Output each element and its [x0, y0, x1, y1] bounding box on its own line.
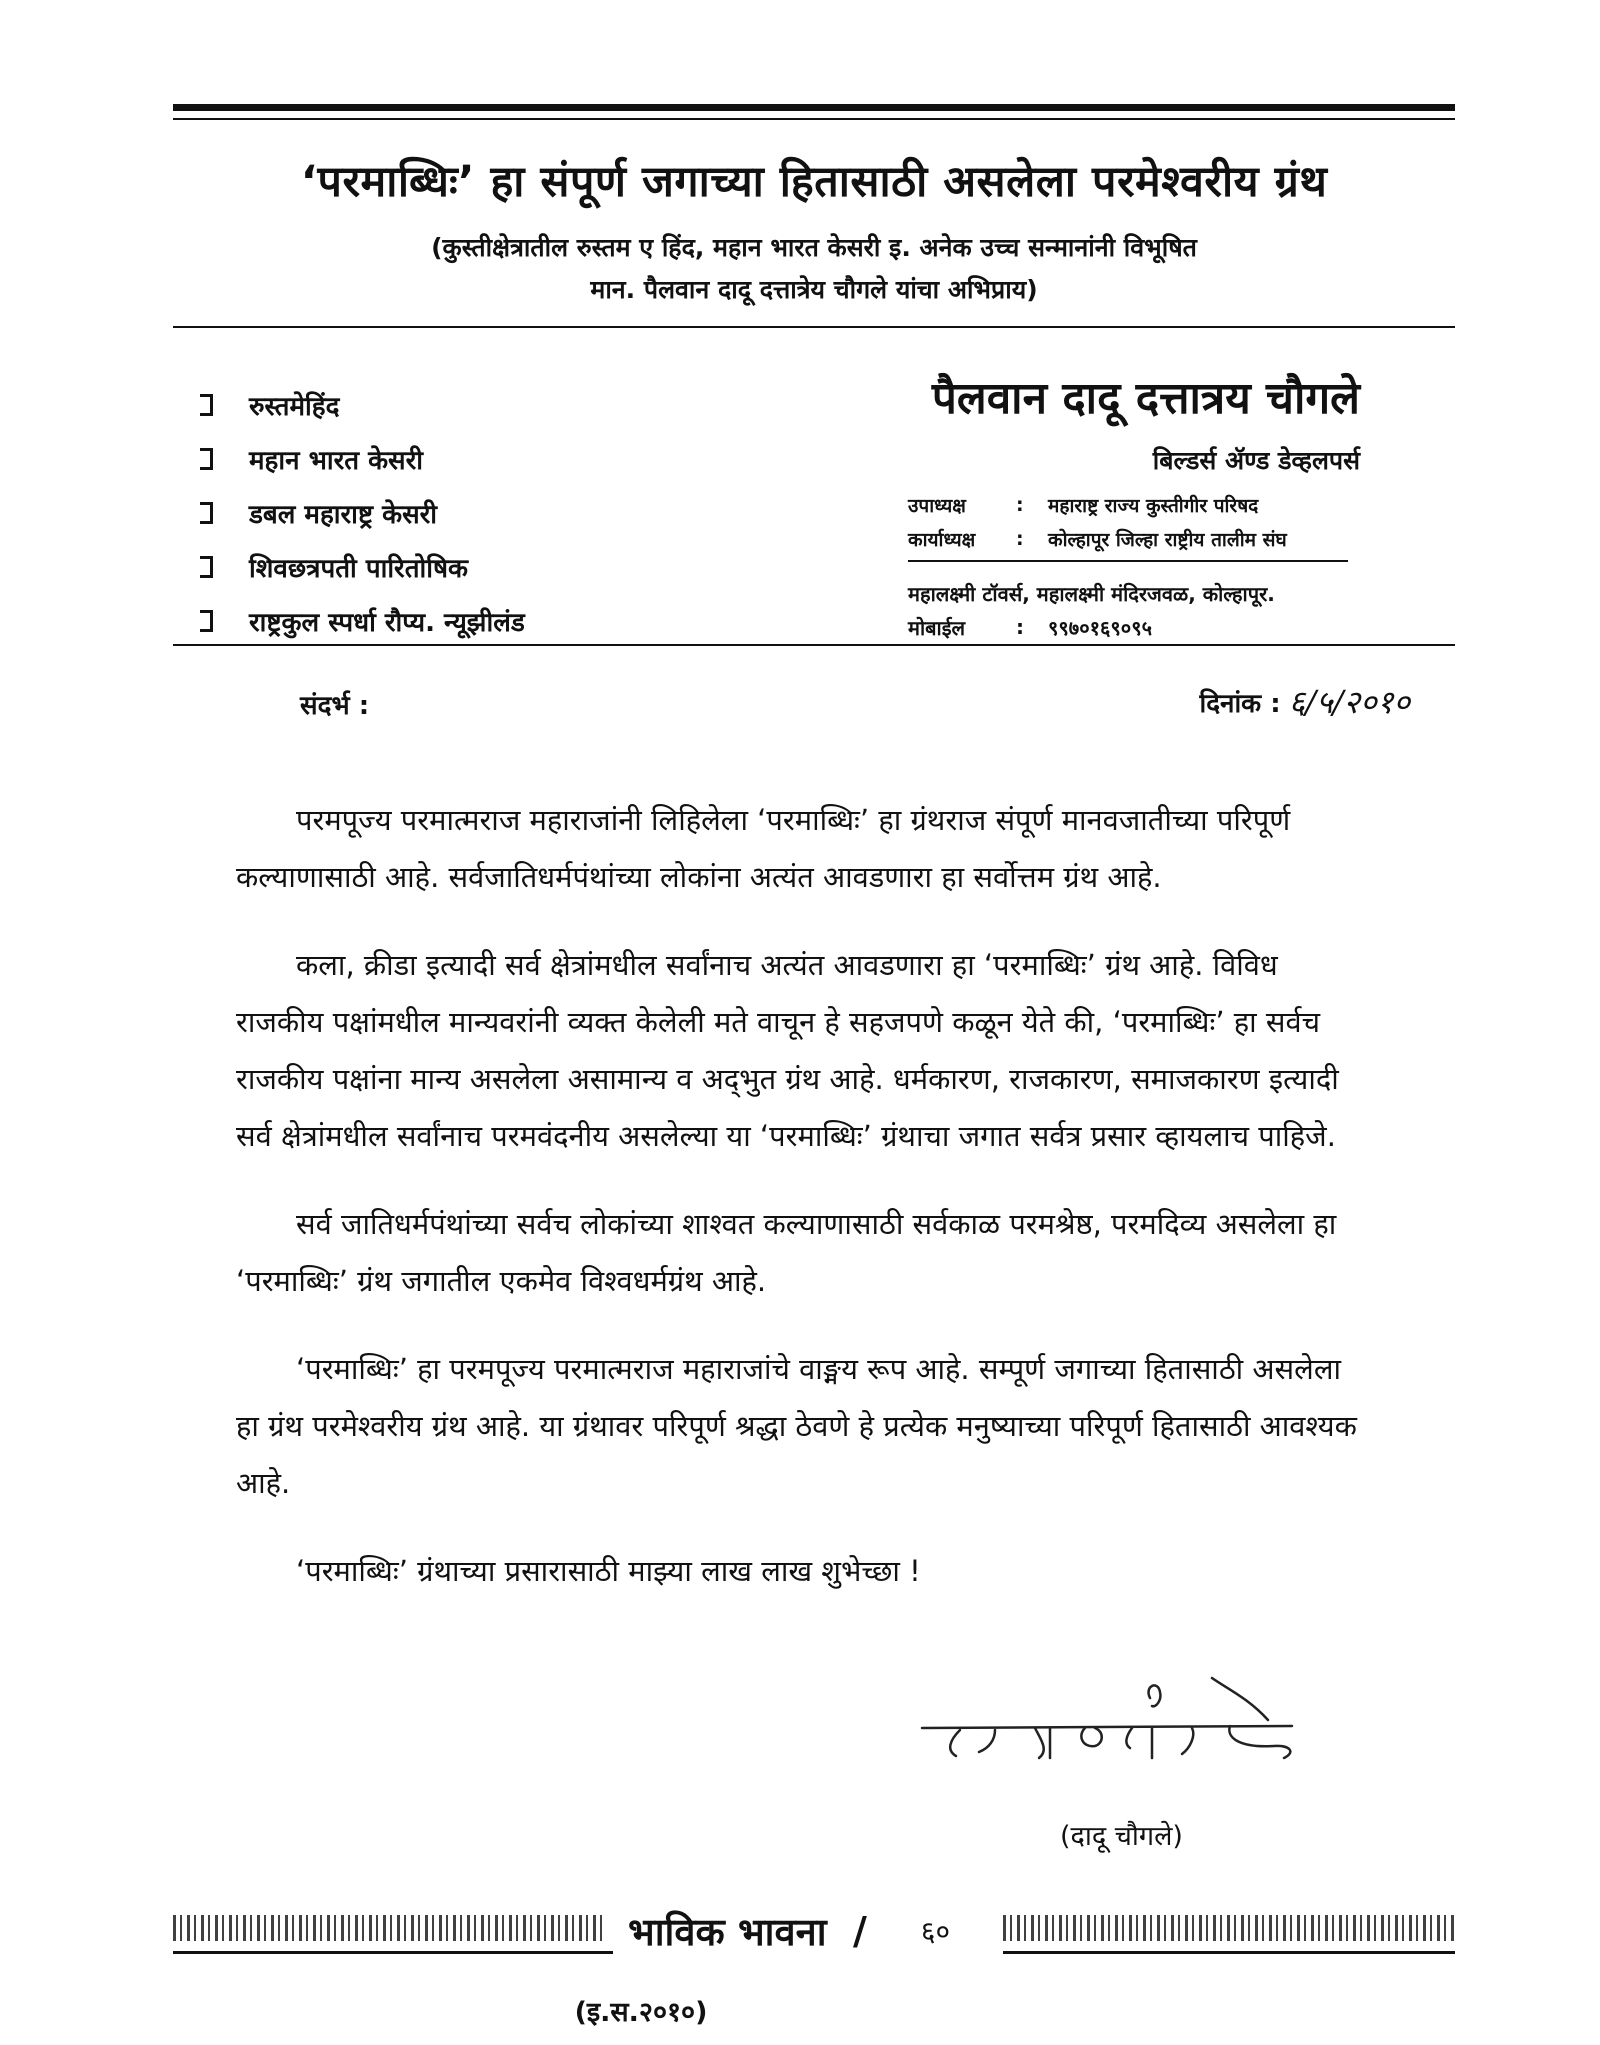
paragraph: ‘परमाब्धिः’ हा परमपूज्य परमात्मराज महाराजांचे वाङ्मय रूप आहे. सम्पूर्ण जगाच्या हितासाठी असलेला हा ग्रंथ परमेश्वरीय ग्रंथ आहे. या ग्रंथावर परिपूर्ण श्रद्धा ठेवणे हे प्रत्येक मनुष्याच्या परिपूर्ण हितासाठी आवश्यक आहे.	[236, 1352, 1357, 1500]
footer-title: भाविक भावना / ६०	[628, 1909, 951, 1954]
bracket-bullet-icon	[200, 502, 213, 524]
roles-table	[908, 488, 1287, 556]
bracket-bullet-icon	[200, 610, 213, 632]
page-number: ६०	[920, 1915, 951, 1948]
honour-item: रुस्तमेहिंद	[200, 378, 525, 432]
letter-body	[236, 792, 1366, 1631]
role-row: कार्याध्यक्ष : कोल्हापूर जिल्हा राष्ट्रीय तालीम संघ	[908, 528, 1287, 551]
reference-label: संदर्भ :	[300, 691, 370, 721]
bracket-bullet-icon	[200, 394, 213, 416]
roles-divider	[908, 560, 1348, 562]
right-ornament	[1003, 1915, 1455, 1941]
date-field	[1199, 680, 1410, 723]
honour-item: शिवछत्रपती पारितोषिक	[200, 540, 525, 594]
paragraph: सर्व जातिधर्मपंथांच्या सर्वच लोकांच्या शाश्वत कल्याणासाठी सर्वकाळ परमश्रेष्ठ, परमदिव्य असलेला हा ‘परमाब्धिः’ ग्रंथ जगातील एकमेव विश्वधर्मग्रंथ आहे.	[236, 1207, 1337, 1298]
footer-rule-left	[173, 1951, 613, 1954]
top-rule-thin	[173, 118, 1455, 120]
date-label: दिनांक :	[1199, 688, 1281, 719]
handwritten-signature	[900, 1668, 1320, 1802]
subtitle-line-1: (कुस्तीक्षेत्रातील रुस्तम ए हिंद, महान भारत केसरी इ. अनेक उच्च सन्मानांनी विभूषित	[431, 233, 1197, 262]
honour-item: महान भारत केसरी	[200, 432, 525, 486]
mobile-number: ९९७०१६९०९५	[1048, 615, 1152, 640]
bracket-bullet-icon	[200, 448, 213, 470]
footer-rule-right	[1003, 1951, 1455, 1954]
address-block	[908, 576, 1275, 644]
letterhead-divider	[173, 644, 1455, 646]
address-line: महालक्ष्मी टॉवर्स, महालक्ष्मी मंदिरजवळ, कोल्हापूर.	[908, 581, 1275, 606]
role-row: उपाध्यक्ष : महाराष्ट्र राज्य कुस्तीगीर परिषद	[908, 494, 1259, 517]
page-footer	[173, 1905, 1455, 1975]
signatory-name: (दादू चौगले)	[1060, 1821, 1183, 1852]
left-ornament	[173, 1915, 603, 1941]
letterhead-name: पैलवान दादू दत्तात्रय चौगले	[931, 373, 1360, 424]
subtitle-line-2: मान. पैलवान दादू दत्तात्रेय चौगले यांचा अभिप्राय)	[590, 275, 1038, 304]
honours-list	[200, 378, 525, 648]
paragraph: परमपूज्य परमात्मराज महाराजांनी लिहिलेला ‘परमाब्धिः’ हा ग्रंथराज संपूर्ण मानवजातीच्या परिपूर्ण कल्याणासाठी आहे. सर्वजातिधर्मपंथांच्या लोकांना अत्यंत आवडणारा हा सर्वोत्तम ग्रंथ आहे.	[236, 803, 1291, 894]
bracket-bullet-icon	[200, 556, 213, 578]
paragraph: कला, क्रीडा इत्यादी सर्व क्षेत्रांमधील सर्वांनाच अत्यंत आवडणारा हा ‘परमाब्धिः’ ग्रंथ आहे. विविध राजकीय पक्षांमधील मान्यवरांनी व्यक्त केलेली मते वाचून हे सहजपणे कळून येते की, ‘परमाब्धिः’ हा सर्वच राजकीय पक्षांना मान्य असलेला असामान्य व अद्‌भुत ग्रंथ आहे. धर्मकारण, राजकारण, समाजकारण इत्यादी सर्व क्षेत्रांमधील सर्वांनाच परमवंदनीय असलेल्या या ‘परमाब्धिः’ ग्रंथाचा जगात सर्वत्र प्रसार व्हायलाच पाहिजे.	[236, 948, 1339, 1153]
date-value: ६/५/२०१०	[1288, 683, 1410, 721]
letterhead-business: बिल्डर्स ॲण्ड डेव्हलपर्स	[1152, 446, 1360, 475]
page-title: ‘परमाब्धिः’ हा संपूर्ण जगाच्या हितासाठी असलेला परमेश्वरीय ग्रंथ	[300, 157, 1328, 207]
publication-year: (इ.स.२०१०)	[574, 1997, 708, 2028]
mobile-line: मोबाईल : ९९७०१६९०९५	[908, 615, 1152, 640]
honour-item: राष्ट्रकुल स्पर्धा रौप्य. न्यूझीलंड	[200, 594, 525, 648]
top-rule-thick	[173, 104, 1455, 111]
header-divider	[173, 326, 1455, 328]
paragraph: ‘परमाब्धिः’ ग्रंथाच्या प्रसारासाठी माझ्या लाख लाख शुभेच्छा !	[296, 1554, 921, 1588]
honour-item: डबल महाराष्ट्र केसरी	[200, 486, 525, 540]
